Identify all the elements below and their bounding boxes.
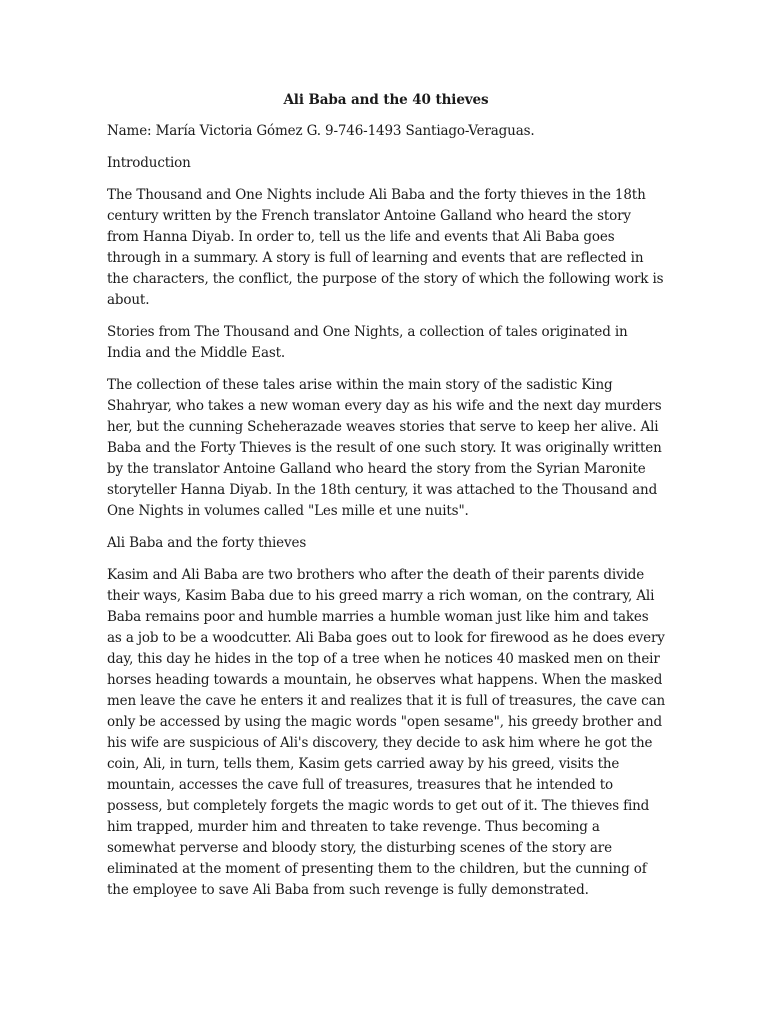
heading-introduction: Introduction [107,155,191,171]
story-paragraph: Kasim and Ali Baba are two brothers who after the death of their parents divide their ways, Kasim Baba due to his greed marry a rich woman, on the contrary, Ali Baba remains poor and humble marries a humble woman just like him and takes as a job to be a woodcutter. Ali Baba goes out to look for firewood as he does every day, this day he hides in the top of a tree when he notices 40 masked men on their horses heading towards a mountain, he observes what happens. When the masked men leave the cave he enters it and realizes that it is full of treasures, the cave can only be accessed by using the magic words "open sesame", his greedy brother and his wife are suspicious of Ali's discovery, they decide to ask him where he got the coin, Ali, in turn, tells them, Kasim gets carried away by his greed, visits the mountain, accesses the cave full of treasures, treasures that he intended to possess, but completely forgets the magic words to get out of it. The thieves find him trapped, murder him and threaten to take revenge. Thus becoming a somewhat perverse and bloody story, the disturbing scenes of the story are eliminated at the moment of presenting them to the children, but the cunning of the employee to save Ali Baba from such revenge is fully demonstrated. [107,567,666,898]
author-name-line: Name: María Victoria Gómez G. 9-746-1493 Santiago-Veraguas. [107,123,535,139]
intro-paragraph-3: The collection of these tales arise within the main story of the sadistic King Shahryar, who takes a new woman every day as his wife and the next day murders her, but the cunning Scheherazade weaves stories that serve to keep her alive. Ali Baba and the Forty Thieves is the result of one such story. It was originally written by the translator Antoine Galland who heard the story from the Syrian Maronite storyteller Hanna Diyab. In the 18th century, it was attached to the Thousand and One Nights in volumes called "Les mille et une nuits". [107,377,662,519]
intro-paragraph-2: Stories from The Thousand and One Nights, a collection of tales originated in India and the Middle East. [107,324,628,361]
intro-paragraph-1: The Thousand and One Nights include Ali Baba and the forty thieves in the 18th century written by the French translator Antoine Galland who heard the story from Hanna Diyab. In order to, tell us the life and events that Ali Baba goes through in a summary. A story is full of learning and events that are reflected in the characters, the conflict, the purpose of the story of which the following work is about. [107,187,664,308]
document-title: Ali Baba and the 40 thieves [283,92,489,108]
document-body [107,90,665,912]
heading-story: Ali Baba and the forty thieves [107,535,307,551]
